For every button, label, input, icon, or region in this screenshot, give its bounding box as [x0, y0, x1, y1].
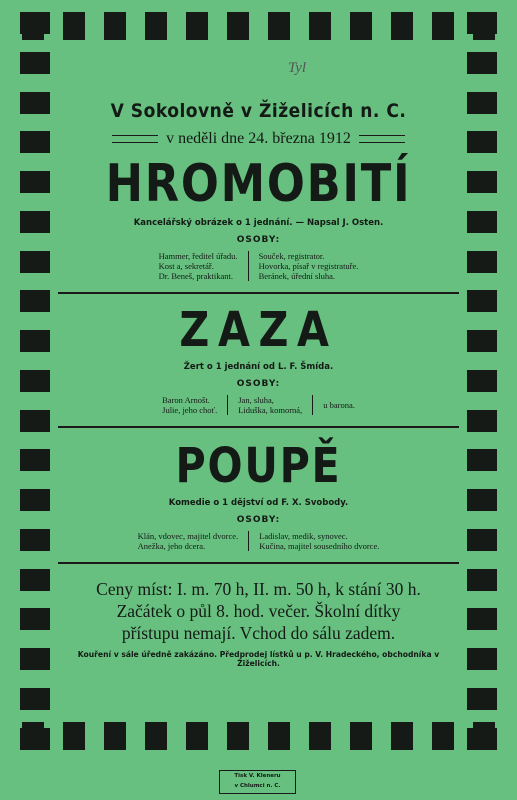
play-title-hromobiti: HROMOBITÍ: [105, 154, 412, 214]
play-title-zaza: ZAZA: [179, 302, 338, 358]
border-block: [20, 648, 50, 670]
handwritten-note: Tyl: [288, 60, 307, 76]
border-block: [467, 489, 497, 511]
cast-list: [58, 395, 459, 415]
double-rule-left: [112, 135, 158, 143]
cast-member: Julie, jeho choť.: [162, 405, 218, 415]
border-block: [20, 290, 50, 312]
cast-member: Jan, sluha,: [238, 395, 274, 405]
border-block: [20, 569, 50, 591]
event-date: v neděli dne 24. března 1912: [166, 130, 351, 147]
border-block: [467, 52, 497, 74]
border-block: [309, 722, 331, 750]
cast-column-left: [159, 251, 238, 281]
border-block: [20, 370, 50, 392]
play-subtitle: Komedie o 1 dějství od F. X. Svobody.: [168, 498, 349, 508]
border-block: [391, 12, 413, 40]
section-divider: [58, 426, 459, 428]
border-block: [467, 370, 497, 392]
info-block: [58, 578, 459, 644]
border-block: [467, 290, 497, 312]
cast-column-right: [238, 395, 302, 415]
border-block: [467, 131, 497, 153]
border-block: [145, 12, 167, 40]
border-block: [268, 12, 290, 40]
cast-member: Hammer, ředitel úřadu.: [158, 251, 238, 261]
cast-brace: [312, 395, 313, 415]
cast-member: Liduška, komorná,: [238, 405, 303, 415]
border-block: [20, 688, 50, 710]
border-block: [20, 92, 50, 114]
cast-list: [58, 531, 459, 551]
cast-label: OSOBY:: [236, 235, 281, 245]
border-block: [467, 529, 497, 551]
cast-member: Anežka, jeho dcera.: [137, 541, 206, 551]
cast-divider: [248, 531, 249, 551]
cast-member: Souček, registrator.: [258, 251, 325, 261]
border-block: [467, 171, 497, 193]
border-block: [467, 410, 497, 432]
border-block: [20, 410, 50, 432]
border-block: [467, 569, 497, 591]
border-block: [227, 12, 249, 40]
border-block: [467, 608, 497, 630]
cast-member: Klán, vdovec, majitel dvorce.: [137, 531, 239, 541]
cast-divider: [227, 395, 228, 415]
border-block: [20, 251, 50, 273]
section-divider: [58, 562, 459, 564]
printer-imprint: [219, 770, 296, 794]
border-block: [467, 688, 497, 710]
border-right: [467, 12, 497, 750]
border-block: [20, 171, 50, 193]
double-rule-right: [359, 135, 405, 143]
border-block: [20, 330, 50, 352]
border-block: [391, 722, 413, 750]
start-time: Začátek o půl 8. hod. večer. Školní dítky: [116, 601, 401, 621]
border-block: [20, 489, 50, 511]
border-block: [104, 722, 126, 750]
border-block: [432, 12, 454, 40]
border-block: [20, 728, 50, 750]
entry-note: přístupu nemají. Vchod do sálu zadem.: [121, 623, 396, 643]
cast-column-left: [138, 531, 239, 551]
cast-member: Hovorka, písař v registratuře.: [258, 261, 359, 271]
border-block: [20, 449, 50, 471]
play-subtitle: Kancelářský obrázek o 1 jednání. — Napsal J. Osten.: [133, 218, 384, 228]
cast-list: [58, 251, 459, 281]
border-block: [186, 722, 208, 750]
border-block: [432, 722, 454, 750]
cast-member: Dr. Beneš, praktikant.: [158, 271, 233, 281]
cast-column-left: [162, 395, 217, 415]
presale-footnote: Kouření v sále úředně zakázáno. Předprodej lístků u p. V. Hradeckého, obchodníka v Žiželicích.: [77, 650, 440, 668]
cast-member: Kučina, majitel sousedního dvorce.: [259, 541, 380, 551]
border-block: [20, 529, 50, 551]
cast-member: Baron Arnošt.: [162, 395, 210, 405]
border-block: [467, 449, 497, 471]
cast-member: Beránek, úřední sluha.: [258, 271, 336, 281]
border-left: [20, 12, 50, 750]
venue-heading: V Sokolovně v Žiželicích n. C.: [110, 100, 407, 122]
section-divider: [58, 292, 459, 294]
border-block: [63, 12, 85, 40]
border-block: [20, 12, 50, 34]
cast-note: u barona.: [323, 400, 355, 410]
cast-divider: [248, 251, 249, 281]
border-block: [467, 330, 497, 352]
border-block: [20, 52, 50, 74]
cast-member: Ladislav, medik, synovec.: [259, 531, 348, 541]
border-block: [20, 608, 50, 630]
border-bottom: [22, 722, 495, 750]
play-title-poupe: POUPĚ: [175, 438, 342, 494]
border-block: [467, 92, 497, 114]
border-block: [186, 12, 208, 40]
printer-line: v Chlumci n. C.: [234, 783, 281, 789]
border-block: [467, 728, 497, 750]
border-block: [20, 131, 50, 153]
border-block: [467, 648, 497, 670]
border-block: [227, 722, 249, 750]
poster-content: [58, 52, 459, 718]
border-top: [22, 12, 495, 40]
printer-line: Tisk V. Kleneru: [234, 773, 281, 779]
border-block: [63, 722, 85, 750]
cast-label: OSOBY:: [236, 515, 281, 525]
border-block: [145, 722, 167, 750]
cast-member: Kost a, sekretář.: [158, 261, 214, 271]
border-block: [467, 211, 497, 233]
cast-column-right: [259, 251, 359, 281]
border-block: [309, 12, 331, 40]
cast-label: OSOBY:: [236, 379, 281, 389]
border-block: [104, 12, 126, 40]
border-block: [350, 12, 372, 40]
border-block: [467, 251, 497, 273]
date-row: [58, 130, 459, 148]
border-block: [268, 722, 290, 750]
border-block: [20, 211, 50, 233]
ticket-prices: Ceny míst: I. m. 70 h, II. m. 50 h, k stání 30 h.: [96, 579, 421, 599]
border-block: [350, 722, 372, 750]
border-block: [467, 12, 497, 34]
play-subtitle: Žert o 1 jednání od L. F. Šmída.: [183, 362, 334, 372]
cast-column-right: [259, 531, 379, 551]
